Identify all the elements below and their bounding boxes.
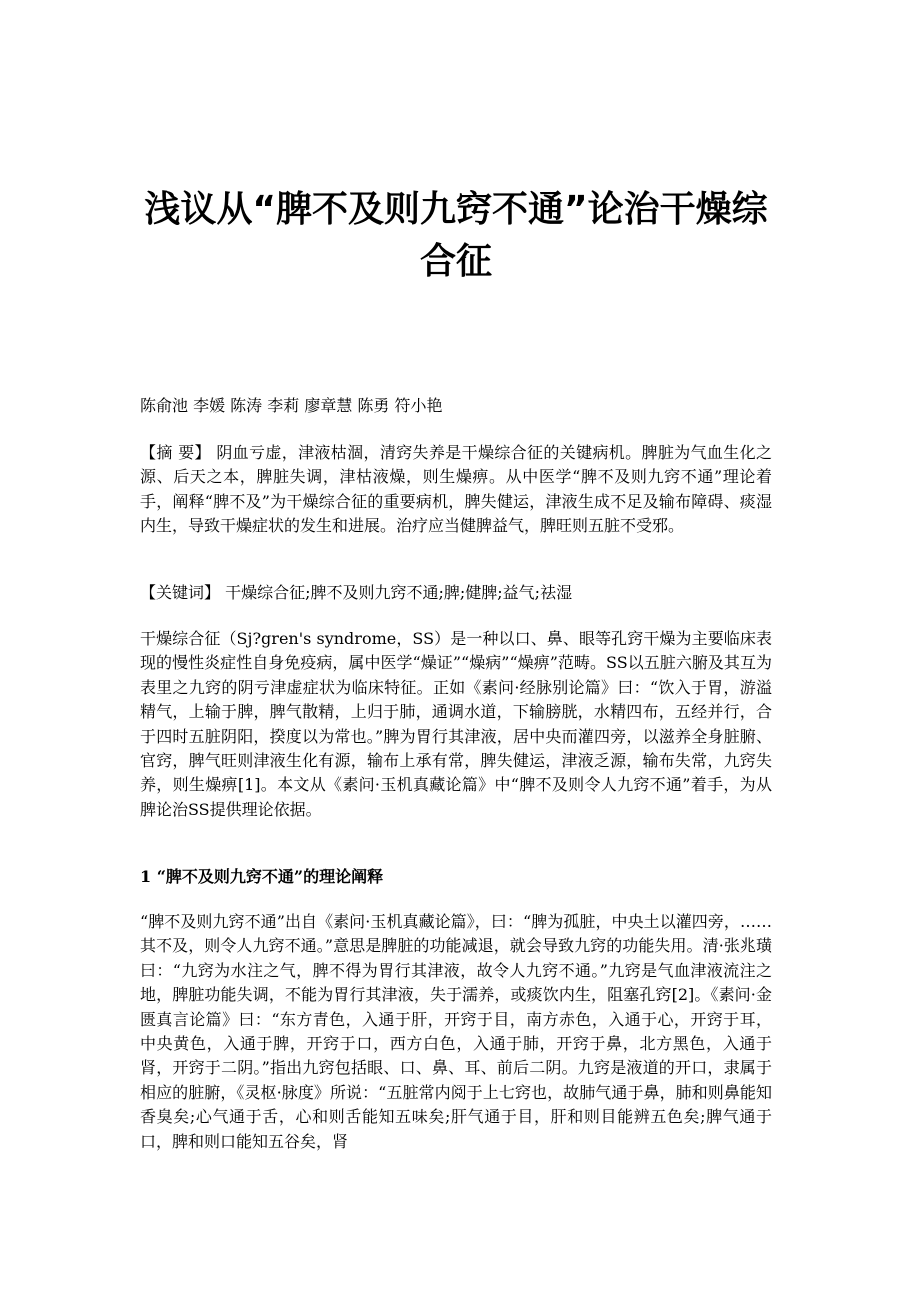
paper-title: 浅议从“脾不及则九窍不通”论治干燥综合征	[144, 189, 768, 282]
abstract-label: 【摘 要】	[140, 443, 211, 462]
author-list: 陈俞池 李媛 陈涛 李莉 廖章慧 陈勇 符小艳	[140, 396, 443, 415]
section-1-heading: 1 “脾不及则九窍不通”的理论阐释	[140, 867, 384, 886]
abstract-text: 阴血亏虚，津液枯涸，清窍失养是干燥综合征的关键病机。脾脏为气血生化之源、后天之本，脾脏失调，津枯液燥，则生燥痹。从中医学“脾不及则九窍不通”理论着手，阐释“脾不及”为干燥综合征的重要病机，脾失健运，津液生成不足及输布障碍、痰湿内生，导致干燥症状的发生和进展。治疗应当健脾益气，脾旺则五脏不受邪。	[140, 443, 772, 536]
intro-paragraph: 干燥综合征（Sj?gren's syndrome，SS）是一种以口、鼻、眼等孔窍干燥为主要临床表现的慢性炎症性自身免疫病，属中医学“燥证”“燥病”“燥痹”范畴。SS以五脏六腑及其互为表里之九窍的阴亏津虚症状为临床特征。正如《素问·经脉别论篇》曰：“饮入于胃，游溢精气，上输于脾，脾气散精，上归于肺，通调水道，下输膀胱，水精四布，五经并行，合于四时五脏阴阳，揆度以为常也。”脾为胃行其津液，居中央而灌四旁，以滋养全身脏腑、官窍，脾气旺则津液生化有源，输布上承有常，脾失健运，津液乏源，输布失常，九窍失养，则生燥痹[1]。本文从《素问·玉机真藏论篇》中“脾不及则令人九窍不通”着手，为从脾论治SS提供理论依据。	[140, 629, 772, 819]
keywords-paragraph	[140, 581, 772, 605]
section-1-paragraph: “脾不及则九窍不通”出自《素问·玉机真藏论篇》，曰：“脾为孤脏，中央土以灌四旁，……其不及，则令人九窍不通。”意思是脾脏的功能减退，就会导致九窍的功能失用。清·张兆璜曰：“九窍为水注之气，脾不得为胃行其津液，故令人九窍不通。”九窍是气血津液流注之地，脾脏功能失调，不能为胃行其津液，失于濡养，或痰饮内生，阻塞孔窍[2]。《素问·金匮真言论篇》曰：“东方青色，入通于肝，开窍于目，南方赤色，入通于心，开窍于耳，中央黄色，入通于脾，开窍于口，西方白色，入通于肺，开窍于鼻，北方黑色，入通于肾，开窍于二阴。”指出九窍包括眼、口、鼻、耳、前后二阴。九窍是液道的开口，隶属于相应的脏腑，《灵枢·脉度》所说：“五脏常内阅于上七窍也，故肺气通于鼻，肺和则鼻能知香臭矣;心气通于舌，心和则舌能知五味矣;肝气通于目，肝和则目能辨五色矣;脾气通于口，脾和则口能知五谷矣，肾	[140, 912, 772, 1151]
keywords-text: 干燥综合征;脾不及则九窍不通;脾;健脾;益气;祛湿	[225, 583, 573, 602]
keywords-label: 【关键词】	[140, 583, 221, 602]
abstract-paragraph	[140, 441, 772, 539]
